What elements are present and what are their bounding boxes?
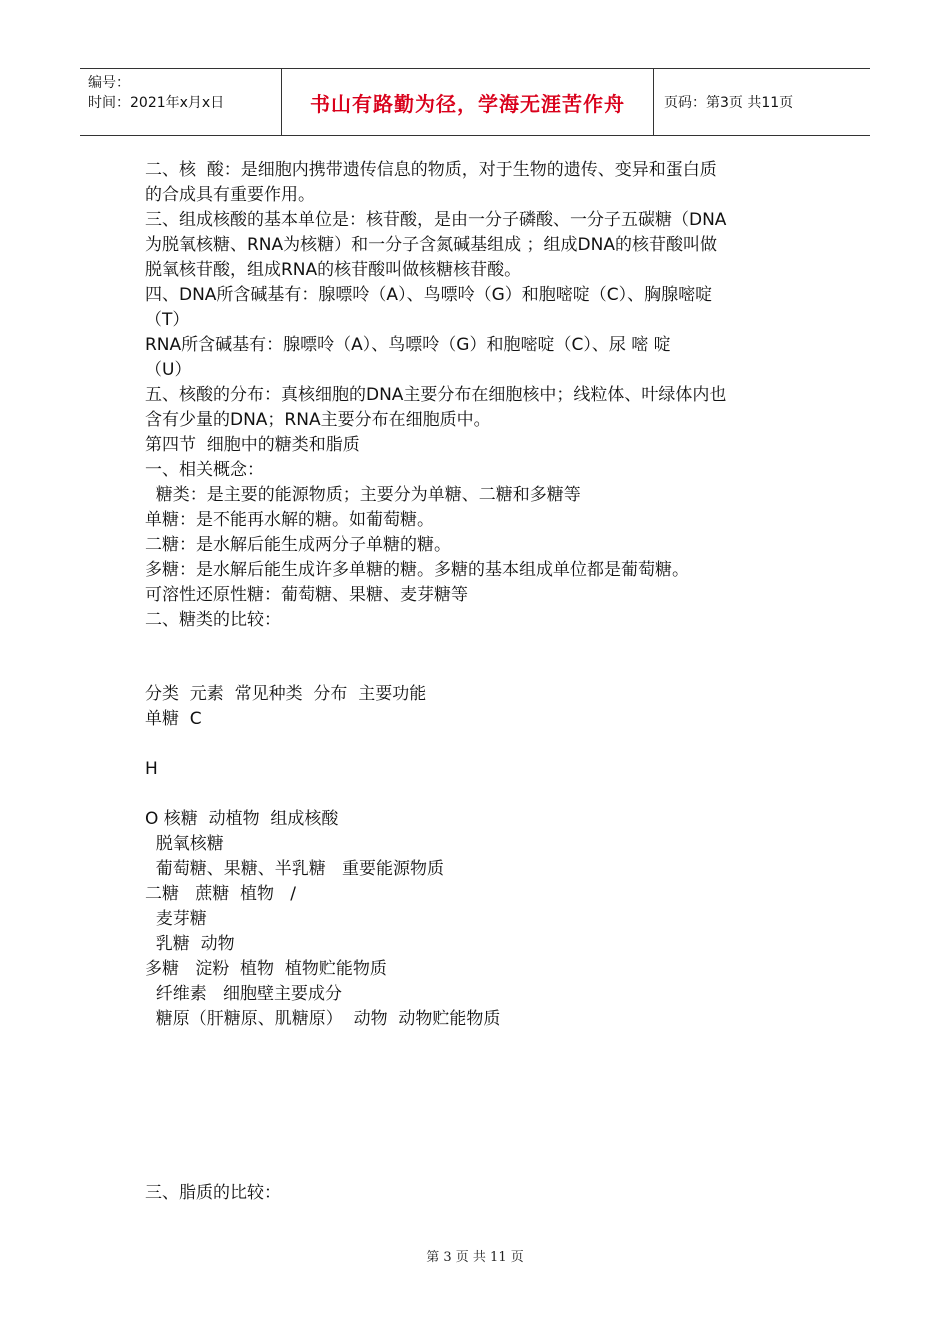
text-line: 二、核 酸：是细胞内携带遗传信息的物质，对于生物的遗传、变异和蛋白质 xyxy=(145,160,717,180)
sugar-table-row: 多糖 淀粉 植物 植物贮能物质 xyxy=(145,959,387,979)
text-line: 四、DNA所含碱基有：腺嘌呤（A）、鸟嘌呤（G）和胞嘧啶（C）、胸腺嘧啶 xyxy=(145,285,713,305)
document-date: 时间：2021年x月x日 xyxy=(88,95,225,111)
text-line: 多糖：是水解后能生成许多单糖的糖。多糖的基本组成单位都是葡萄糖。 xyxy=(145,560,689,580)
text-line: 一、相关概念： xyxy=(145,460,264,480)
section-heading: 第四节 细胞中的糖类和脂质 xyxy=(145,435,360,455)
text-line: 二、糖类的比较： xyxy=(145,610,281,630)
text-line: 单糖：是不能再水解的糖。如葡萄糖。 xyxy=(145,510,434,530)
text-line: RNA所含碱基有：腺嘌呤（A）、鸟嘌呤（G）和胞嘧啶（C）、尿 嘧 啶 xyxy=(145,335,671,355)
text-line: 的合成具有重要作用。 xyxy=(145,185,315,205)
text-line: （U） xyxy=(145,360,192,380)
sugar-table-row: 纤维素 细胞壁主要成分 xyxy=(145,984,343,1004)
sugar-table-row: 单糖 C xyxy=(145,709,202,729)
text-line: 五、核酸的分布：真核细胞的DNA主要分布在细胞核中；线粒体、叶绿体内也 xyxy=(145,385,727,405)
sugar-table-header: 分类 元素 常见种类 分布 主要功能 xyxy=(145,684,427,704)
section-heading: 三、脂质的比较： xyxy=(145,1183,281,1203)
sugar-table-row: 二糖 蔗糖 植物 / xyxy=(145,884,296,904)
text-line: 为脱氧核糖、RNA为核糖）和一分子含氮碱基组成 ；组成DNA的核苷酸叫做 xyxy=(145,235,717,255)
page-footer: 第 3 页 共 11 页 xyxy=(426,1250,524,1265)
text-line: 糖类：是主要的能源物质；主要分为单糖、二糖和多糖等 xyxy=(145,485,581,505)
sugar-table-row: 脱氧核糖 xyxy=(145,834,224,854)
sugar-table-row: 糖原（肝糖原、肌糖原） 动物 动物贮能物质 xyxy=(145,1009,501,1029)
text-line: 二糖：是水解后能生成两分子单糖的糖。 xyxy=(145,535,451,555)
text-line: 含有少量的DNA；RNA主要分布在细胞质中。 xyxy=(145,410,491,430)
text-line: 脱氧核苷酸，组成RNA的核苷酸叫做核糖核苷酸。 xyxy=(145,260,522,280)
sugar-table-row: O 核糖 动植物 组成核酸 xyxy=(145,809,339,829)
sugar-table-row: 葡萄糖、果糖、半乳糖 重要能源物质 xyxy=(145,859,445,879)
text-line: 三、组成核酸的基本单位是：核苷酸，是由一分子磷酸、一分子五碳糖（DNA xyxy=(145,210,727,230)
header-page-info: 页码：第3页 共11页 xyxy=(664,95,794,111)
sugar-table-row: 麦芽糖 xyxy=(145,909,207,929)
document-number-label: 编号： xyxy=(88,75,130,91)
header-motto: 书山有路勤为径，学海无涯苦作舟 xyxy=(310,91,625,116)
text-line: 可溶性还原性糖：葡萄糖、果糖、麦芽糖等 xyxy=(145,585,468,605)
sugar-table-row: 乳糖 动物 xyxy=(145,934,235,954)
text-line: （T） xyxy=(145,310,190,330)
sugar-table-row: H xyxy=(145,759,158,779)
